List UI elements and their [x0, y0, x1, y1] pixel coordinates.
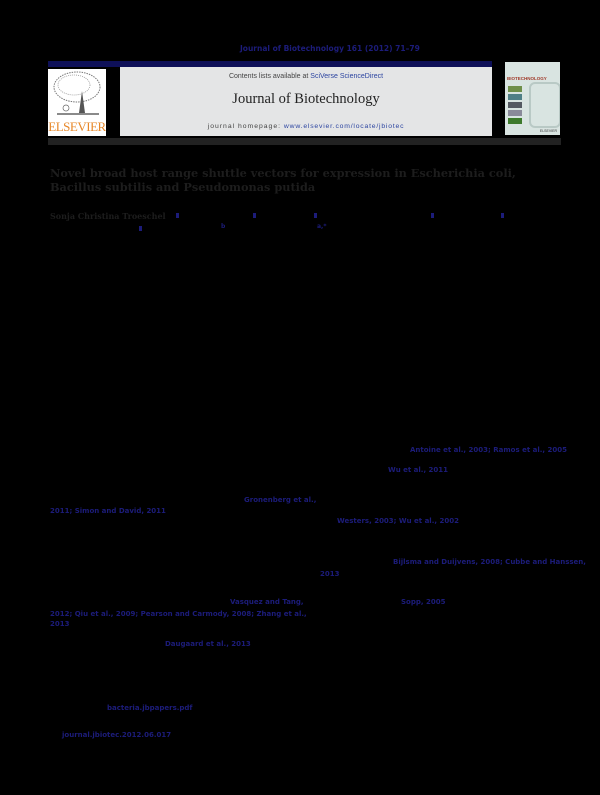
citation-link[interactable]: 2013: [320, 570, 340, 578]
journal-citation-link[interactable]: Journal of Biotechnology 161 (2012) 71–79: [240, 44, 420, 53]
citation-link[interactable]: Vasquez and Tang,: [230, 598, 304, 606]
elsevier-wordmark: ELSEVIER: [48, 119, 106, 134]
cover-tile: [508, 86, 522, 92]
journal-title: Journal of Biotechnology: [232, 91, 380, 107]
homepage-link[interactable]: www.elsevier.com/locate/jbiotec: [283, 123, 405, 130]
citation-link[interactable]: Sopp, 2005: [401, 598, 446, 606]
citation-link[interactable]: 2013: [50, 620, 70, 628]
citation-link[interactable]: Gronenberg et al.,: [244, 496, 317, 504]
affiliation-mark[interactable]: [253, 213, 256, 218]
citation-link[interactable]: Daugaard et al., 2013: [165, 640, 251, 648]
affiliation-mark[interactable]: [314, 213, 317, 218]
affiliation-mark[interactable]: [431, 213, 434, 218]
citation-link[interactable]: Antoine et al., 2003; Ramos et al., 2005: [410, 446, 567, 454]
affiliation-mark[interactable]: [501, 213, 504, 218]
email-link[interactable]: bacteria.jbpapers.pdf: [107, 704, 193, 712]
cover-tile: [508, 94, 522, 100]
journal-masthead: [120, 67, 492, 136]
cover-graphic: [529, 82, 560, 128]
affiliation-mark[interactable]: [139, 226, 142, 231]
citation-link[interactable]: Westers, 2003; Wu et al., 2002: [337, 517, 459, 525]
affiliation-mark-a-corresponding[interactable]: a,*: [317, 223, 327, 230]
sciencedirect-link[interactable]: SciVerse ScienceDirect: [310, 73, 384, 80]
cover-title: BIOTECHNOLOGY: [507, 76, 547, 81]
author-name: Sonja Christina Troeschel: [50, 211, 166, 221]
cover-tile: [508, 118, 522, 124]
citation-link[interactable]: 2012; Qiu et al., 2009; Pearson and Carmody, 2008; Zhang et al.,: [50, 610, 307, 618]
citation-link[interactable]: Bijlsma and Duijvens, 2008; Cubbe and Hanssen,: [393, 558, 586, 566]
affiliation-mark-b[interactable]: b: [221, 223, 226, 230]
contents-prefix: Contents lists available at: [228, 73, 311, 80]
elsevier-logo[interactable]: [48, 69, 106, 136]
masthead-rule: [48, 138, 561, 145]
contents-line: [120, 73, 492, 80]
doi-link[interactable]: journal.jbiotec.2012.06.017: [62, 731, 172, 739]
cover-tile: [508, 110, 522, 116]
homepage-prefix: journal homepage:: [207, 123, 284, 130]
article-title: Novel broad host range shuttle vectors for expression in Escherichia coli, Bacillus subtilis and Pseudomonas putida: [50, 166, 516, 194]
citation-link[interactable]: Wu et al., 2011: [388, 466, 449, 474]
journal-cover-image[interactable]: [505, 62, 560, 135]
homepage-line: [120, 123, 492, 130]
cover-tile: [508, 102, 522, 108]
affiliation-mark[interactable]: [176, 213, 179, 218]
citation-link[interactable]: 2011; Simon and David, 2011: [50, 507, 166, 515]
cover-publisher: ELSEVIER: [539, 129, 557, 133]
elsevier-tree-icon: [52, 71, 102, 117]
